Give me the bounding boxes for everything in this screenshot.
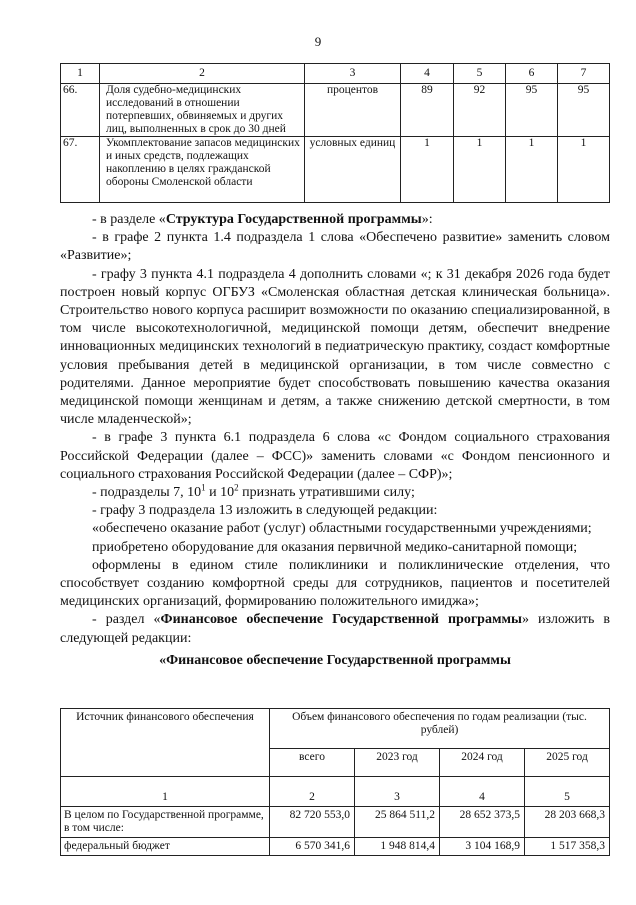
value-cell: 25 864 511,2 [355,807,440,838]
column-number: 4 [440,777,525,807]
paragraph: - подразделы 7, $10^1$ и $10^2$ признать утратившими силу; [92,482,415,501]
paragraph: - в графе 2 пункта 1.4 подраздела 1 слова «Обеспечено развитие» заменить словом «Развитие»; [60,230,610,264]
table-row [61,807,610,838]
value-cell: 1 517 358,3 [525,838,610,856]
unit-cell: условных единиц [305,137,401,203]
table-header-row [61,709,610,749]
row-number: 67. [61,137,100,203]
value-cell: 1 [401,137,454,203]
value-cell: 3 104 168,9 [440,838,525,856]
table-header-row [61,64,610,84]
indicator-name: Укомплектование запасов медицинских и иных средств, подлежащих накоплению в целях гражданской обороны Смоленской области [100,137,305,203]
value-cell: 95 [558,84,610,137]
source-name: В целом по Государственной программе, в том числе: [61,807,270,838]
column-number: 5 [525,777,610,807]
year-header: 2024 год [440,749,525,777]
source-name: федеральный бюджет [61,838,270,856]
value-cell: 1 948 814,4 [355,838,440,856]
column-number: 1 [61,64,100,84]
table-number-row [61,777,610,807]
section-title: «Финансовое обеспечение Государственной программы [159,652,511,668]
section-name: Структура Государственной программы [165,212,422,227]
paragraph: приобретено оборудование для оказания первичной медико-санитарной помощи; [92,539,578,555]
paragraph: - в разделе «Структура Государственной программы»: [92,212,433,227]
column-number: 1 [61,777,270,807]
paragraph: «обеспечено оказание работ (услуг) областными государственными учреждениями; [92,521,592,537]
column-number: 2 [100,64,305,84]
value-cell: 1 [558,137,610,203]
table-row [61,137,610,203]
document-body [60,211,610,670]
value-cell: 1 [506,137,558,203]
volume-header: Объем финансового обеспечения по годам реализации (тыс. рублей) [270,709,610,749]
table-row [61,84,610,137]
column-number: 4 [401,64,454,84]
column-number: 3 [355,777,440,807]
paragraph: - графу 3 подраздела 13 изложить в следующей редакции: [92,503,438,519]
paragraph: оформлены в едином стиле поликлиники и поликлинические отделения, что способствует созданию комфортной среды для сотрудников, пациентов и посетителей медицинских организаций, формированию положительного имиджа»; [60,557,610,610]
indicator-name: Доля судебно-медицинских исследований в отношении потерпевших, обвиняемых и других лиц, выполненных в срок до 30 дней [100,84,305,137]
year-header: 2023 год [355,749,440,777]
row-number: 66. [61,84,100,137]
unit-cell: процентов [305,84,401,137]
indicators-table [60,63,610,203]
value-cell: 92 [454,84,506,137]
value-cell: 82 720 553,0 [270,807,355,838]
total-header: всего [270,749,355,777]
financing-table [60,708,610,856]
value-cell: 6 570 341,6 [270,838,355,856]
column-number: 7 [558,64,610,84]
section-name: Финансовое обеспечение Государственной программы [160,612,522,628]
column-number: 6 [506,64,558,84]
column-number: 3 [305,64,401,84]
value-cell: 89 [401,84,454,137]
value-cell: 95 [506,84,558,137]
value-cell: 28 652 373,5 [440,807,525,838]
year-header: 2025 год [525,749,610,777]
column-number: 5 [454,64,506,84]
paragraph: - графу 3 пункта 4.1 подраздела 4 дополнить словами «; к 31 декабря 2026 года будет построен новый корпус ОГБУЗ «Смоленская областная детская клиническая больница». Строительство нового корпуса расширит возможности по оказанию специализированной, в том числе высокотехнологичной, медицинской помощи детям, обеспечит внедрение инновационных медицинских технологий в педиатрическую практику, создаст комфортные условия пребывания детей в медицинской организации, в том числе совместно с родителями. Данное мероприятие будет способствовать повышению качества оказания медицинской помощи женщинам и детям, а также снижению детской смертности, в том числе младенческой»; [60,266,610,428]
paragraph: - в графе 3 пункта 6.1 подраздела 6 слова «с Фондом социального страхования Российской Федерации (далее – ФСС)» заменить словами «с Фондом пенсионного и социального страхования Российской Федерации (далее – СФР)»; [60,430,610,482]
source-header: Источник финансового обеспечения [61,709,270,777]
page-number: 9 [314,34,322,49]
value-cell: 28 203 668,3 [525,807,610,838]
paragraph: - раздел «Финансовое обеспечение Государственной программы» изложить в следующей редакции: [60,612,610,646]
value-cell: 1 [454,137,506,203]
table-row [61,838,610,856]
column-number: 2 [270,777,355,807]
